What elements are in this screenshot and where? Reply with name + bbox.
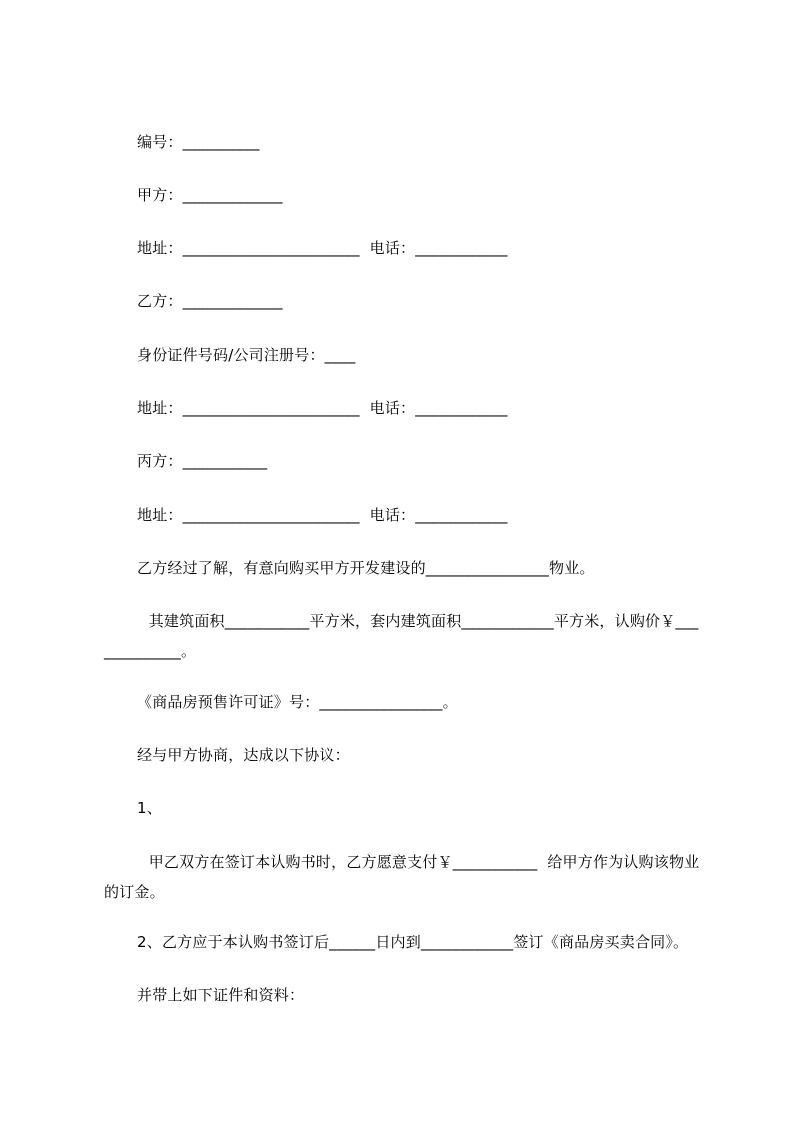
deposit-paragraph: 甲乙双方在签订本认购书时，乙方愿意支付￥___________ 给甲方作为认购该物业的订金。: [104, 853, 700, 901]
clause-2-line: 2、乙方应于本认购书签订后______日内到____________签订《商品房买卖合同》。: [137, 933, 689, 951]
agreement-intro-line: 经与甲方协商，达成以下协议：: [137, 746, 350, 764]
documents-required-line: 并带上如下证件和资料：: [137, 986, 305, 1004]
party-c-line: 丙方：___________: [137, 452, 268, 470]
purchase-intent-line: 乙方经过了解，有意向购买甲方开发建设的________________物业。: [137, 559, 595, 577]
party-b-address-phone-line: 地址：_______________________ 电话：____________: [137, 399, 508, 417]
contract-number-line: 编号：__________: [137, 133, 260, 151]
area-price-paragraph: 其建筑面积___________平方米，套内建筑面积____________平方米，认购价￥_____________。: [104, 612, 699, 660]
party-a-line: 甲方：_____________: [137, 186, 283, 204]
party-c-address-phone-line: 地址：_______________________ 电话：____________: [137, 506, 508, 524]
party-b-line: 乙方：_____________: [137, 292, 283, 310]
party-b-id-line: 身份证件号码/公司注册号：____: [137, 346, 356, 364]
clause-1-number: 1、: [137, 799, 162, 817]
party-a-address-phone-line: 地址：_______________________ 电话：____________: [137, 239, 508, 257]
presale-permit-line: 《商品房预售许可证》号：________________。: [137, 693, 458, 711]
